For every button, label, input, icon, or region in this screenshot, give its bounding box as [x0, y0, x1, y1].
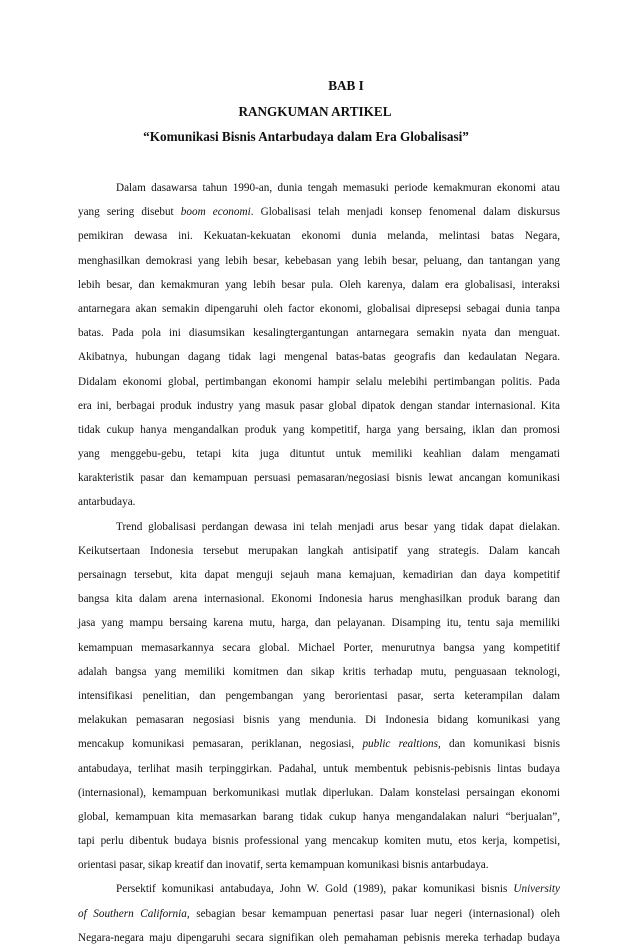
- text-line: yang sering disebut boom economi. Globalisasi telah menjadi konsep fenomenal dalam diskursus: [78, 206, 560, 219]
- text-line: intensifikasi penelitian, dan pengembangan yang berorientasi pasar, serta keterampilan dalam: [78, 689, 560, 702]
- text-line: Trend globalisasi perdangan dewasa ini telah menjadi arus besar yang tidak dapat dielakan.: [116, 520, 560, 533]
- text-line: karakteristik pasar dan kemampuan persuasi pemasaran/negosiasi bisnis lewat ancangan komunikasi: [78, 472, 560, 485]
- text-line: persainagn tersebut, kita dapat menguji sejauh mana kemajuan, kemadirian dan daya kompetitif: [78, 569, 560, 581]
- text-line: Keikutsertaan Indonesia tersebut merupakan langkah antisipatif yang strategis. Dalam kancah: [78, 544, 560, 557]
- text-line: global, kemampuan kita memasarkan barang tidak cukup hanya mengandalakan naluri “berjualan”,: [78, 810, 560, 823]
- text-line: (internasional), kemampuan berkomunikasi mutlak diperlukan. Dalam konstelasi persaingan ekonomi: [78, 786, 560, 799]
- text-line: pemikiran dewasa ini. Kekuatan-kekuatan ekonomi dunia melanda, melintasi batas Negara,: [78, 230, 560, 243]
- text-line: orientasi pasar, sikap kreatif dan inovatif, serta kemampuan komunikasi bisnis antarbudaya.: [78, 859, 489, 872]
- text-line: Persektif komunikasi antabudaya, John W. Gold (1989), pakar komunikasi bisnis University: [116, 883, 560, 896]
- text-line: melakukan pemasaran negosiasi bisnis yang mendunia. Di Indonesia bidang komunikasi yang: [78, 714, 560, 727]
- text-line: tidak cukup hanya mengandalkan produk yang kompetitif, harga yang bersaing, iklan dan promosi: [78, 423, 560, 436]
- text-line: era ini, berbagai produk industry yang masuk pasar global dipatok dengan standar internasional. Kita: [78, 399, 560, 412]
- body-text: [78, 176, 560, 950]
- text-line: antabudaya, terlihat masih terpinggirkan. Padahal, untuk membentuk pebisnis-pebisnis lintas budaya: [78, 762, 560, 775]
- text-line: antarnegara akan semakin dipengaruhi oleh factor ekonomi, globalisai dipresepsi sebagai dunia tanpa: [78, 302, 560, 315]
- text-line: adalah bangsa yang memiliki komitmen dan sikap kritis terhadap mutu, penguasaan teknologi,: [78, 665, 560, 678]
- article-title: “Komunikasi Bisnis Antarbudaya dalam Era Globalisasi”: [143, 129, 469, 144]
- text-line: yang menggebu-gebu, tetapi kita juga dituntut untuk memiliki keahlian dalam mengamati: [78, 448, 560, 461]
- text-line: mencakup komunikasi pemasaran, periklanan, negosiasi, public realtions, dan komunikasi bisnis: [78, 738, 560, 751]
- text-line: lebih besar, dan kemakmuran yang lebih besar pula. Oleh karenya, dalam era globalisasi, interaksi: [78, 278, 560, 291]
- text-line: batas. Pada pola ini diasumsikan kesalingtergantungan antarnegara semakin nyata dan menguat.: [78, 327, 560, 340]
- text-line: kemampuan memasarkannya secara global. Michael Porter, menurutnya bangsa yang kompetitif: [78, 641, 560, 654]
- text-line: bangsa kita dalam arena internasional. Ekonomi Indonesia harus menghasilkan produk barang dan: [78, 593, 560, 606]
- section-heading: RANGKUMAN ARTIKEL: [238, 104, 392, 119]
- text-line: tapi perlu dibentuk budaya bisnis professional yang mencakup komiten mutu, etos kerja, kompetisi,: [78, 835, 560, 848]
- text-line: antarbudaya.: [78, 496, 136, 509]
- text-line: Akibatnya, hubungan dagang tidak lagi mengenal batas-batas geografis dan kedaulatan Negara.: [78, 351, 560, 364]
- text-line: Didalam ekonomi global, pertimbangan ekonomi hampir selalu melebihi pertimbangan politis. Pada: [78, 375, 560, 388]
- text-line: Negara-negara maju dipengaruhi secara signifikan oleh pemahaman pebisnis mereka terhadap budaya: [78, 931, 560, 944]
- chapter-heading: BAB I: [328, 78, 364, 93]
- text-line: of Southern California, sebagian besar kemampuan penertasi pasar luar negeri (internasional) oleh: [78, 907, 560, 920]
- text-line: menghasilkan demokrasi yang lebih besar, kebebasan yang lebih besar, peluang, dan tantangan yang: [78, 254, 560, 267]
- text-line: Dalam dasawarsa tahun 1990-an, dunia tengah memasuki periode kemakmuran ekonomi atau: [116, 182, 560, 194]
- text-line: jasa yang mampu bersaing karena mutu, harga, dan pelayanan. Disamping itu, tentu saja memiliki: [78, 617, 560, 630]
